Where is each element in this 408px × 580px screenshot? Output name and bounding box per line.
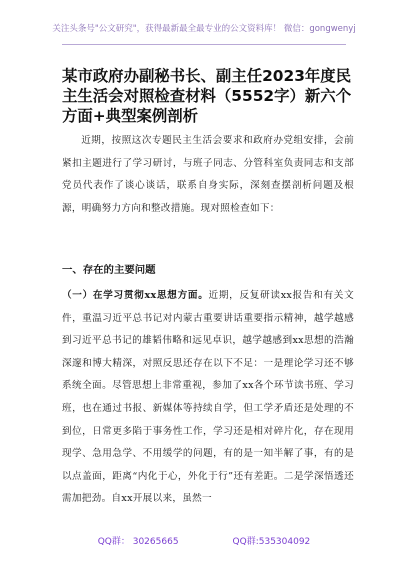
paragraph-lead: （一）在学习贯彻xx思想方面。: [62, 290, 209, 301]
footer-qq-group-2: QQ群:535304092: [232, 537, 311, 547]
intro-paragraph: 近期，按照这次专题民主生活会要求和政府办党组安排，会前紧扣主题进行了学习研讨，与班子同志、分管科室负责同志和支部党员代表作了谈心谈话，联系自身实际，深刻查摆剖析问题及根源，明确努力方向和整改措施。现对照检查如下：: [62, 135, 354, 214]
section-paragraph: [62, 285, 354, 511]
footer: [0, 534, 408, 547]
header-divider: [62, 44, 346, 45]
footer-qq-group-1: QQ群： 30265665: [97, 537, 179, 547]
document-title: 某市政府办副秘书长、副主任2023年度民主生活会对照检查材料（5552字）新六个方面+典型案例剖析: [62, 67, 352, 125]
header-note: 关注头条号"公文研究"，获得最新最全最专业的公文资料库！ 微信：gongwenyj: [52, 24, 356, 34]
paragraph-text: 近期，反复研读xx报告和有关文件，重温习近平总书记对内蒙古重要讲话重要指示精神，越学越感到习近平总书记的雄韬伟略和远见卓识，越学越感到xx思想的浩瀚深邃和博大精深，对照反思还存在以下不足：一是理论学习还不够系统全面。尽管思想上非常重视，参加了xx各个环节读书班、学习班，也在通过书报、新媒体等持续自学，但工学矛盾还是处理的不到位，日常更多陷于事务性工作，学习还是相对碎片化，存在现用现学、急用急学、不用缓学的问题，有的是一知半解了事，有的是以点盖面，距离“内化于心，外化于行”还有差距。二是学深悟透还需加把劲。自xx开展以来，虽然一: [62, 290, 354, 505]
section-heading: 一、存在的主要问题: [62, 264, 156, 276]
